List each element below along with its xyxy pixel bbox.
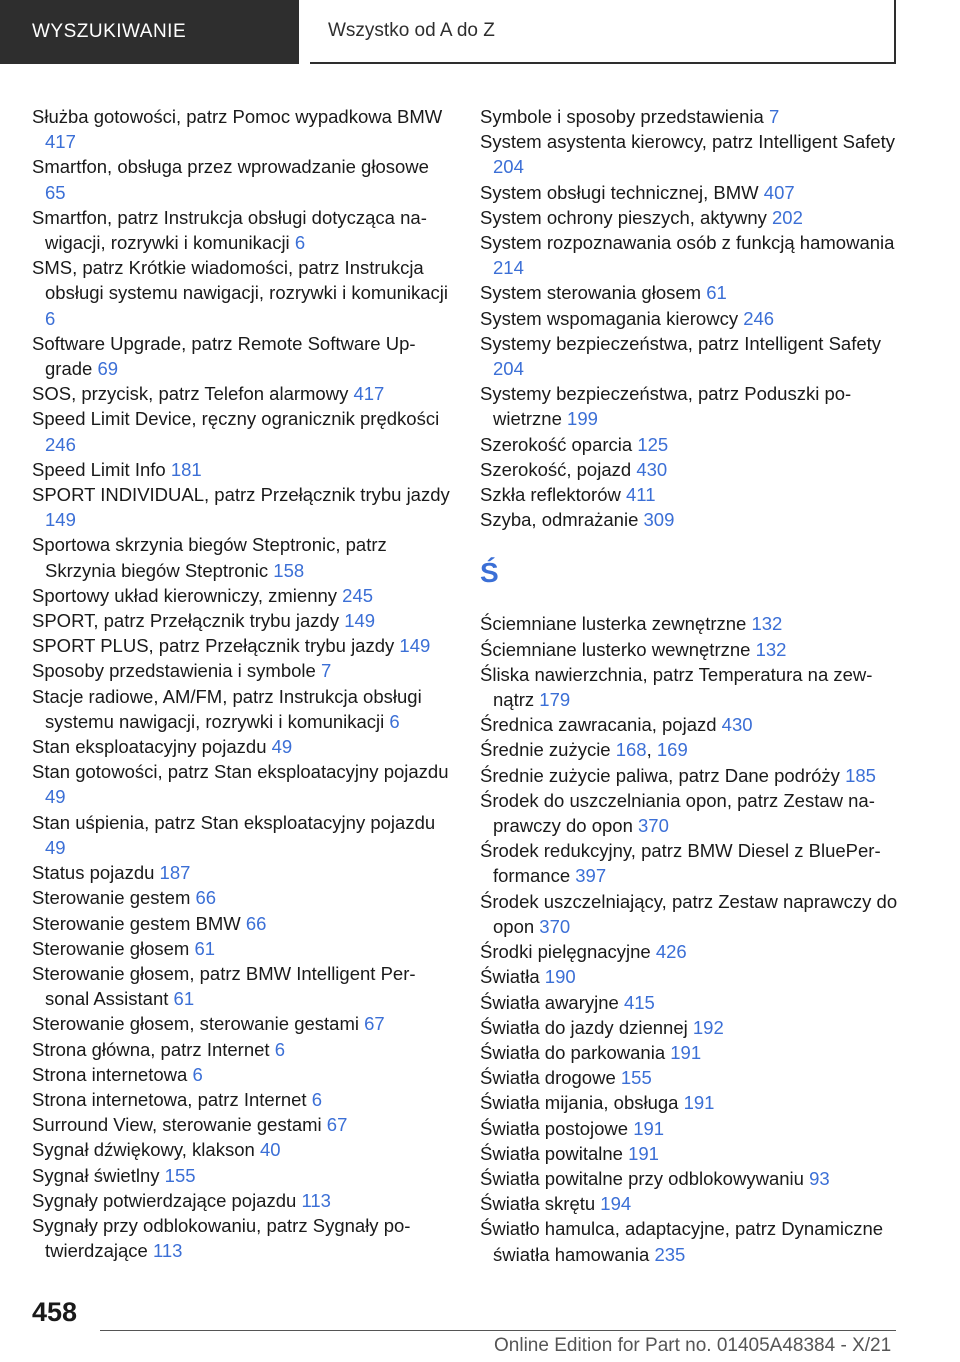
page-reference-link[interactable]: 7 xyxy=(320,660,332,682)
page-reference-link[interactable]: 49 xyxy=(45,836,66,858)
index-entry-term: Stan gotowości, patrz Stan eksploatacyjny pojazdu xyxy=(32,761,449,783)
page-reference-link[interactable]: 132 xyxy=(755,638,787,660)
page-reference-link[interactable]: 61 xyxy=(173,988,195,1010)
index-entry-term: SPORT, patrz Przełącznik trybu jazdy xyxy=(32,610,340,632)
index-entry xyxy=(32,482,452,532)
index-entry-term: Surround View, sterowanie gestami xyxy=(32,1114,322,1136)
index-entry-term: Średnie zużycie paliwa, patrz Dane podróży xyxy=(480,764,840,786)
index-entry xyxy=(480,712,900,737)
index-entry-term: System sterowania głosem xyxy=(480,282,702,304)
page-reference-link[interactable]: 204 xyxy=(493,156,524,178)
page-reference-link[interactable]: 191 xyxy=(683,1092,715,1114)
index-entry-term: Światła powitalne przy odblokowywaniu xyxy=(480,1167,804,1189)
index-entry-term: System ochrony pieszych, aktywny xyxy=(480,206,767,228)
page-reference-link[interactable]: 113 xyxy=(152,1240,183,1262)
index-entry xyxy=(32,1087,452,1112)
index-entry-term: Światła mijania, obsługa xyxy=(480,1092,679,1114)
page-reference-link[interactable]: 246 xyxy=(743,307,775,329)
page-reference-link[interactable]: 6 xyxy=(389,710,400,732)
index-entry xyxy=(480,230,900,280)
index-entry xyxy=(480,662,900,712)
index-entry xyxy=(32,885,452,910)
index-entry-term: Szkła reflektorów xyxy=(480,484,621,506)
page-reference-link[interactable]: 67 xyxy=(326,1114,348,1136)
page-reference-link[interactable]: 192 xyxy=(692,1016,724,1038)
index-column-right xyxy=(480,104,900,1267)
page-number: 458 xyxy=(32,1297,78,1327)
index-entry xyxy=(32,1213,452,1263)
index-entry xyxy=(480,1141,900,1166)
index-entry xyxy=(32,1137,452,1162)
index-entry xyxy=(480,1090,900,1115)
page-reference-link[interactable]: 181 xyxy=(170,458,202,480)
page-reference-link[interactable]: 6 xyxy=(311,1088,323,1110)
page-reference-link[interactable]: 168 xyxy=(615,739,647,761)
index-entry-term: Światło hamulca, adaptacyjne, patrz Dynamiczne światła hamowania xyxy=(480,1218,884,1265)
index-entry xyxy=(480,964,900,989)
index-entry-term: Szyba, odmrażanie xyxy=(480,509,639,531)
index-entry xyxy=(480,129,900,179)
index-entry-term: Stan eksploatacyjny pojazdu xyxy=(32,736,267,758)
page-reference-link[interactable]: 40 xyxy=(259,1139,281,1161)
index-entry xyxy=(480,939,900,964)
page-reference-link[interactable]: 155 xyxy=(164,1164,196,1186)
page-reference-link[interactable]: 125 xyxy=(637,433,669,455)
index-entry-term: Ściemniane lusterka zewnętrzne xyxy=(480,613,747,635)
index-entry xyxy=(32,911,452,936)
index-entry-term: Strona główna, patrz Internet xyxy=(32,1038,270,1060)
page-reference-link[interactable]: 69 xyxy=(97,358,119,380)
section-header-label: Wszystko od A do Z xyxy=(328,20,495,41)
index-entry xyxy=(480,1116,900,1141)
page-reference-link[interactable]: 194 xyxy=(600,1193,632,1215)
page-reference-link[interactable]: 93 xyxy=(809,1167,830,1189)
page-reference-link[interactable]: 430 xyxy=(636,458,668,480)
page-reference-link[interactable]: 155 xyxy=(620,1067,652,1089)
index-entry xyxy=(480,457,900,482)
page-reference-link[interactable]: 397 xyxy=(575,865,607,887)
index-entry-term: Sterowanie głosem, sterowanie gestami xyxy=(32,1013,359,1035)
index-entry xyxy=(480,1216,900,1266)
index-entry xyxy=(32,1062,452,1087)
index-entry-term: Sygnał dźwiękowy, klakson xyxy=(32,1139,255,1161)
page-reference-link[interactable]: 158 xyxy=(273,559,305,581)
index-entry xyxy=(32,608,452,633)
page-reference-link[interactable]: 49 xyxy=(271,736,293,758)
index-entry-term: Światła postojowe xyxy=(480,1117,629,1139)
page-reference-link[interactable]: 67 xyxy=(364,1013,385,1035)
section-letter: Ś xyxy=(480,557,499,589)
page-reference-link[interactable]: 417 xyxy=(353,383,385,405)
index-entry xyxy=(480,507,900,532)
page-reference-link[interactable]: 235 xyxy=(654,1243,686,1265)
index-entry xyxy=(480,180,900,205)
tab-search-label: WYSZUKIWANIE xyxy=(32,21,187,42)
page-reference-link[interactable]: 149 xyxy=(45,509,76,531)
index-entry xyxy=(480,763,900,788)
index-entry-term: Światła skrętu xyxy=(480,1193,596,1215)
index-entry-term: Sygnały przy odblokowaniu, patrz Sygnały potwierdzające xyxy=(32,1214,411,1262)
index-entry-term: System obsługi technicznej, BMW xyxy=(480,181,759,203)
index-entry-term: Środki pielęgnacyjne xyxy=(480,941,651,963)
page-reference-link[interactable]: 66 xyxy=(195,887,217,909)
index-entry-term: Sposoby przedstawienia i symbole xyxy=(32,660,316,682)
page-reference-link[interactable]: 214 xyxy=(493,257,524,279)
index-entry-term: Światła do parkowania xyxy=(480,1041,666,1063)
index-entry xyxy=(32,583,452,608)
index-entry xyxy=(480,432,900,457)
index-entry xyxy=(32,1163,452,1188)
section-header xyxy=(310,0,896,64)
index-entry-term: Światła drogowe xyxy=(480,1067,616,1089)
page-reference-link[interactable]: 204 xyxy=(493,358,524,380)
page-reference-link[interactable]: 6 xyxy=(192,1063,203,1085)
page-reference-link[interactable]: 191 xyxy=(670,1041,702,1063)
index-entry-term: Sterowanie głosem, patrz BMW Intelligent Personal Assistant xyxy=(32,962,416,1010)
page-reference-link[interactable]: 417 xyxy=(45,131,76,153)
index-entry-term: Szerokość, pojazd xyxy=(480,458,632,480)
index-entry-term: Śliska nawierzchnia, patrz Temperatura na zewnątrz xyxy=(480,663,873,711)
index-entry-term: Smartfon, obsługa przez wprowadzanie głosowe xyxy=(32,156,429,178)
index-entry-term: Sportowy układ kierowniczy, zmienny xyxy=(32,584,338,606)
page-reference-link[interactable]: 370 xyxy=(539,915,571,937)
index-entry xyxy=(32,205,452,255)
index-entry xyxy=(480,331,900,381)
index-entry xyxy=(32,1112,452,1137)
index-entry xyxy=(480,788,900,838)
index-entry-term: Światła awaryjne xyxy=(480,991,619,1013)
index-entry xyxy=(32,255,452,331)
index-entry xyxy=(480,1191,900,1216)
index-entry xyxy=(32,734,452,759)
index-entry xyxy=(32,759,452,809)
page-reference-link[interactable]: 199 xyxy=(567,408,598,430)
index-entry xyxy=(32,381,452,406)
index-entry xyxy=(32,633,452,658)
page-reference-link[interactable]: 61 xyxy=(706,282,727,304)
page-reference-link[interactable]: 6 xyxy=(45,307,56,329)
index-entry xyxy=(32,1011,452,1036)
index-entry-term: SOS, przycisk, patrz Telefon alarmowy xyxy=(32,383,349,405)
index-entry-term: Status pojazdu xyxy=(32,862,155,884)
index-entry xyxy=(32,154,452,204)
index-entry-term: Środek uszczelniający, patrz Zestaw naprawczy do opon xyxy=(480,890,898,937)
index-entry xyxy=(32,658,452,683)
page-reference-link[interactable]: 169 xyxy=(656,739,688,761)
page-reference-link[interactable]: 185 xyxy=(845,764,876,786)
page-reference-link[interactable]: 66 xyxy=(245,912,267,934)
page-reference-link[interactable]: 187 xyxy=(159,862,191,884)
index-entry xyxy=(480,889,900,939)
index-entry-term: Służba gotowości, patrz Pomoc wypadkowa BMW xyxy=(32,106,443,127)
index-entry-term: SPORT INDIVIDUAL, patrz Przełącznik trybu jazdy xyxy=(32,484,450,506)
index-entry-term: Szerokość oparcia xyxy=(480,433,633,455)
index-entry-term: Sterowanie głosem xyxy=(32,937,190,959)
page-reference-link[interactable]: 191 xyxy=(628,1142,659,1164)
page-reference-link[interactable]: 426 xyxy=(655,941,687,963)
index-entry-term: Sterowanie gestem BMW xyxy=(32,912,241,934)
index-entry-term: Stacje radiowe, AM/FM, patrz Instrukcja obsługi systemu nawigacji, rozrywki i komunikacji xyxy=(32,685,422,732)
page-reference-link[interactable]: 191 xyxy=(633,1117,665,1139)
footer-divider xyxy=(100,1330,896,1331)
index-entry-term: Strona internetowa xyxy=(32,1063,188,1085)
page-reference-link[interactable]: 149 xyxy=(344,610,376,632)
index-entry: Średnie zużycie 168, 169 xyxy=(480,739,688,761)
index-entry-term: Strona internetowa, patrz Internet xyxy=(32,1088,307,1110)
index-entry-term: Systemy bezpieczeństwa, patrz Poduszki powietrzne xyxy=(480,383,852,430)
index-entry-term: Systemy bezpieczeństwa, patrz Intelligent Safety xyxy=(480,332,882,354)
index-group-s xyxy=(480,104,900,532)
index-entry-term: Średnie zużycie xyxy=(480,739,611,761)
index-entry-term: SMS, patrz Krótkie wiadomości, patrz Instrukcja obsługi systemu nawigacji, rozrywki i komunikacji xyxy=(32,257,449,304)
index-entry xyxy=(480,1040,900,1065)
page-reference-link[interactable]: 149 xyxy=(399,635,431,657)
index-entry xyxy=(32,810,452,860)
footer-edition: Online Edition for Part no. 01405A48384 - X/21 xyxy=(494,1335,892,1356)
index-entry xyxy=(480,611,900,636)
index-entry-term: Światła do jazdy dziennej xyxy=(480,1016,688,1038)
index-entry-term: Sterowanie gestem xyxy=(32,887,191,909)
index-entry xyxy=(32,684,452,734)
index-entry xyxy=(32,1037,452,1062)
index-entry xyxy=(32,457,452,482)
page-reference-link[interactable]: 190 xyxy=(544,966,576,988)
index-entry xyxy=(480,1015,900,1040)
index-entry xyxy=(32,961,452,1011)
page-reference-link[interactable]: 411 xyxy=(626,484,656,506)
index-entry-term: Speed Limit Device, ręczny ogranicznik prędkości xyxy=(32,408,440,430)
page-reference-link[interactable]: 6 xyxy=(294,232,306,254)
page-reference-link[interactable]: 132 xyxy=(751,613,783,635)
index-entry xyxy=(480,838,900,888)
index-entry xyxy=(32,406,452,456)
page-reference-link[interactable]: 65 xyxy=(45,181,66,203)
index-entry-term: Sygnały potwierdzające pojazdu xyxy=(32,1189,297,1211)
index-entry-term: System asystenta kierowcy, patrz Intelligent Safety xyxy=(480,131,896,153)
page-reference-link[interactable]: 6 xyxy=(274,1038,285,1060)
index-entry-term: Środek do uszczelniania opon, patrz Zestaw naprawczy do opon xyxy=(480,789,875,837)
index-entry-term: Ściemniane lusterko wewnętrzne xyxy=(480,638,751,660)
index-entry xyxy=(480,482,900,507)
tab-search[interactable] xyxy=(0,0,299,64)
index-entry-term: Symbole i sposoby przedstawienia xyxy=(480,106,764,127)
page-reference-link[interactable]: 61 xyxy=(194,937,216,959)
index-entry-term: Sygnał świetlny xyxy=(32,1164,160,1186)
index-entry-term: Światła xyxy=(480,966,540,988)
index-entry xyxy=(32,1188,452,1213)
index-entry-term: System rozpoznawania osób z funkcją hamowania xyxy=(480,232,895,254)
index-entry-term: Software Upgrade, patrz Remote Software Upgrade xyxy=(32,332,416,380)
index-entry xyxy=(480,205,900,230)
index-entry xyxy=(32,532,452,582)
index-group-s-acute xyxy=(480,611,900,1266)
page-reference-link[interactable]: 370 xyxy=(638,815,669,837)
page-reference-link[interactable]: 309 xyxy=(643,509,675,531)
index-entry xyxy=(32,331,452,381)
index-entry xyxy=(480,990,900,1015)
index-entry xyxy=(480,1166,900,1191)
index-entry-term: Sportowa skrzynia biegów Steptronic, patrz Skrzynia biegów Steptronic xyxy=(32,534,387,581)
index-entry xyxy=(32,104,452,154)
index-entry-term: Średnica zawracania, pojazd xyxy=(480,714,717,736)
index-entry-term: Światła powitalne xyxy=(480,1142,623,1164)
index-entry xyxy=(480,637,900,662)
index-entry xyxy=(32,936,452,961)
index-entry-term: Stan uśpienia, patrz Stan eksploatacyjny pojazdu xyxy=(32,811,436,833)
index-entry-term: Smartfon, patrz Instrukcja obsługi dotycząca nawigacji, rozrywki i komunikacji xyxy=(32,206,427,254)
page-reference-link[interactable]: 246 xyxy=(45,433,76,455)
index-entry xyxy=(480,104,900,129)
page-reference-link[interactable]: 245 xyxy=(342,584,374,606)
index-entry-term: System wspomagania kierowcy xyxy=(480,307,739,329)
page-reference-link[interactable]: 430 xyxy=(721,714,753,736)
index-entry-term: Speed Limit Info xyxy=(32,458,166,480)
page-reference-link[interactable]: 202 xyxy=(772,206,803,228)
index-entry-term: SPORT PLUS, patrz Przełącznik trybu jazdy xyxy=(32,635,395,657)
page-reference-link[interactable]: 113 xyxy=(301,1189,331,1211)
index-entry xyxy=(480,1065,900,1090)
page-reference-link[interactable]: 7 xyxy=(768,106,780,127)
page-reference-link[interactable]: 49 xyxy=(45,786,66,808)
page-reference-link[interactable]: 415 xyxy=(623,991,655,1013)
index-entry xyxy=(480,306,900,331)
page-reference-link[interactable]: 407 xyxy=(763,181,795,203)
index-entry xyxy=(32,860,452,885)
index-entry xyxy=(480,381,900,431)
index-entry-term: Środek redukcyjny, patrz BMW Diesel z BluePerformance xyxy=(480,840,881,887)
index-column-left xyxy=(32,104,452,1263)
page-reference-link[interactable]: 179 xyxy=(539,689,571,711)
index-entry xyxy=(480,280,900,305)
